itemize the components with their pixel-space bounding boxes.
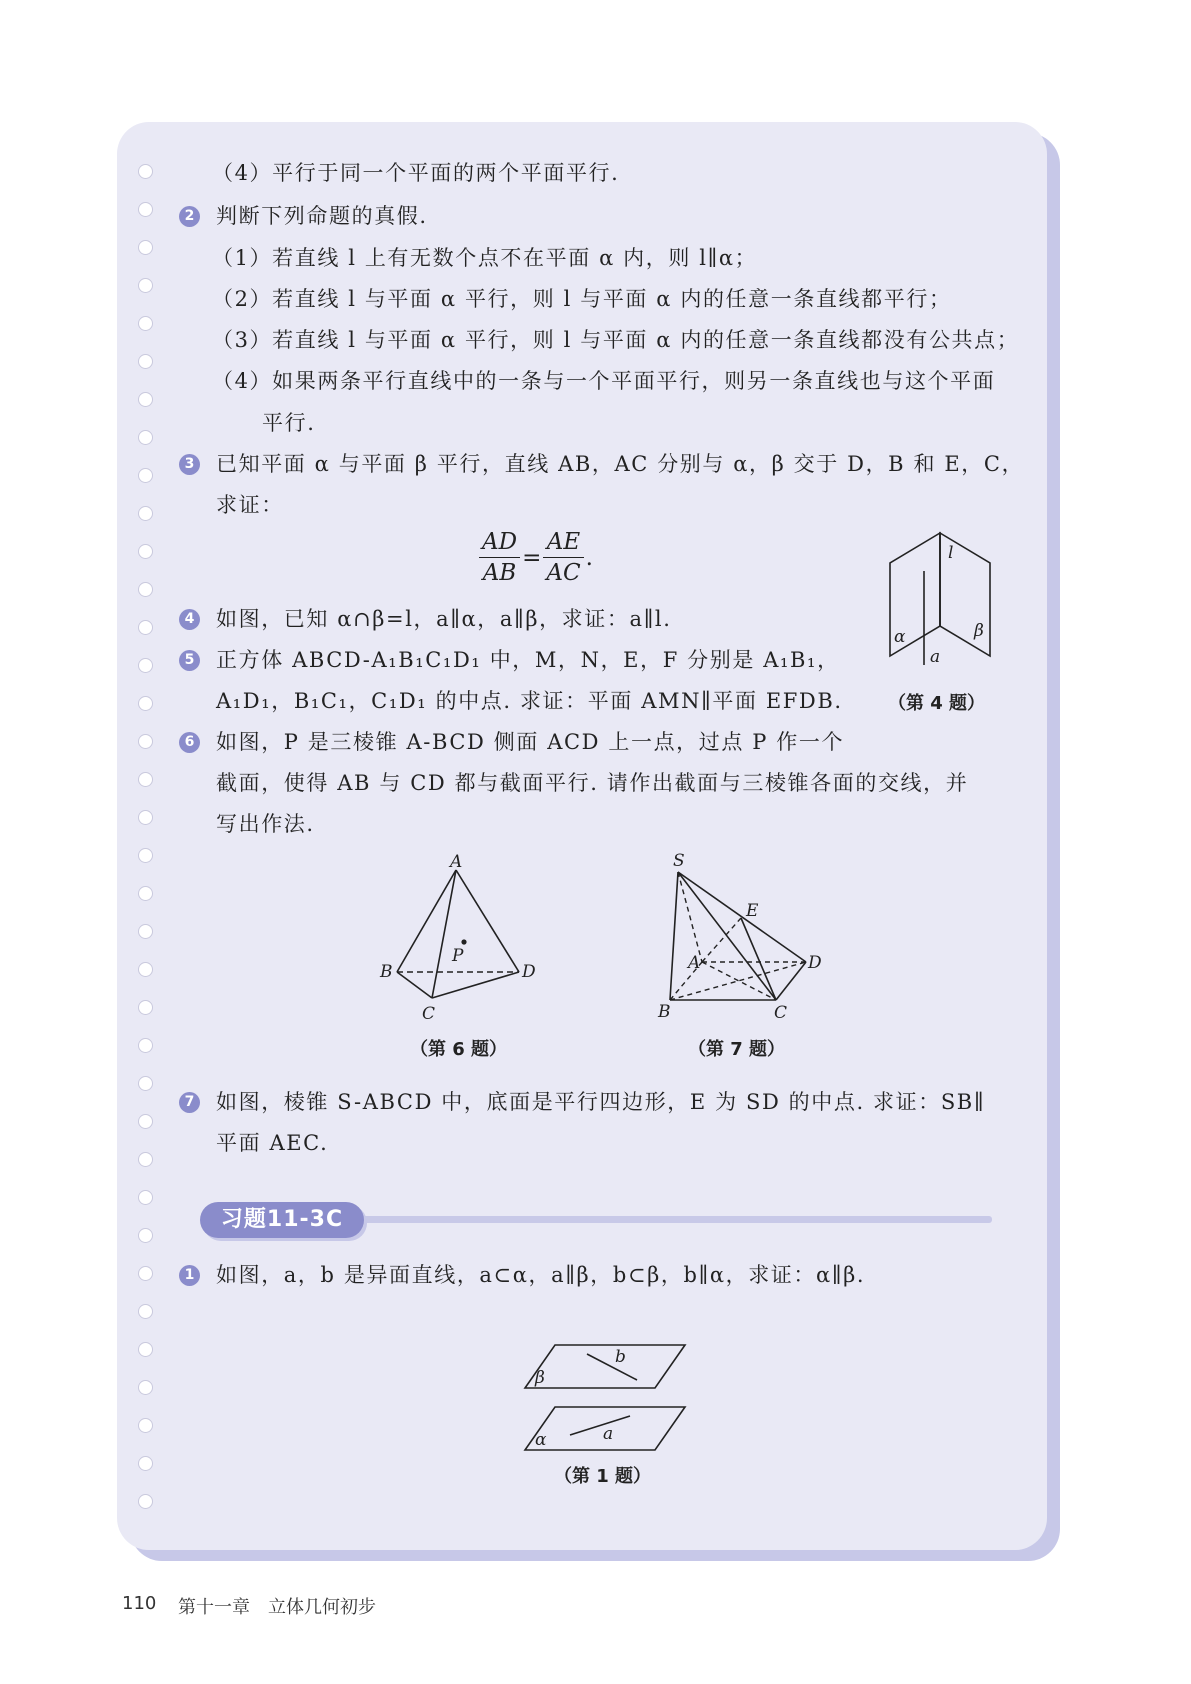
problem-number: 7: [179, 1092, 200, 1113]
text-line: A₁D₁，B₁C₁，C₁D₁ 的中点. 求证：平面 AMN∥平面 EFDB.: [216, 689, 843, 713]
binder-hole: [138, 1114, 153, 1129]
page-number: 110: [122, 1593, 157, 1614]
fig7-label-A: A: [688, 953, 701, 973]
binder-hole: [138, 848, 153, 863]
text-line: 正方体 ABCD-A₁B₁C₁D₁ 中，M，N，E，F 分别是 A₁B₁，: [216, 648, 840, 672]
fig1-label-b: b: [615, 1347, 626, 1367]
binder-hole: [138, 924, 153, 939]
binder-hole: [138, 1266, 153, 1281]
text-line: （2）若直线 l 与平面 α 平行，则 l 与平面 α 内的任意一条直线都平行；: [212, 287, 952, 311]
formula-equals: =: [522, 544, 542, 571]
fig6-label-D: D: [522, 962, 536, 982]
binder-hole: [138, 240, 153, 255]
fig6-label-A: A: [450, 852, 463, 872]
problem-number: 5: [179, 650, 200, 671]
problem-number: 3: [179, 454, 200, 475]
text-line: 截面，使得 AB 与 CD 都与截面平行. 请作出截面与三棱锥各面的交线，并: [216, 771, 969, 795]
fig7-label-D: D: [808, 953, 822, 973]
figure-4: [880, 528, 1000, 668]
fig4-label-beta: β: [974, 621, 984, 641]
binder-hole: [138, 734, 153, 749]
section-title: 习题11-3C: [200, 1202, 364, 1238]
text-line: 如图，棱锥 S-ABCD 中，底面是平行四边形，E 为 SD 的中点. 求证：SB∥: [216, 1090, 986, 1114]
fig6-label-C: C: [422, 1004, 436, 1024]
binder-hole: [138, 392, 153, 407]
binder-hole: [138, 1076, 153, 1091]
text-line: （4）如果两条平行直线中的一条与一个平面平行，则另一条直线也与这个平面: [212, 369, 996, 393]
binder-hole: [138, 886, 153, 901]
formula-numerator: AE: [543, 527, 583, 558]
formula-denominator: AB: [482, 560, 517, 586]
figure-7-caption: （第 7 题）: [688, 1039, 786, 1060]
binder-hole: [138, 582, 153, 597]
binder-hole: [138, 1152, 153, 1167]
problem-number: 1: [179, 1265, 200, 1286]
problem-number: 6: [179, 732, 200, 753]
fig4-label-l: l: [948, 543, 954, 563]
formula-numerator: AD: [479, 527, 520, 558]
binder-hole: [138, 696, 153, 711]
fig4-label-a: a: [930, 647, 941, 667]
fig6-label-P: P: [452, 946, 464, 966]
text-line: 求证：: [216, 493, 284, 517]
binder-hole: [138, 1342, 153, 1357]
fig7-label-S: S: [673, 851, 685, 871]
figure-6-caption: （第 6 题）: [410, 1039, 508, 1060]
text-line: 平行.: [262, 411, 316, 435]
binder-hole: [138, 1038, 153, 1053]
formula: [479, 527, 595, 588]
binder-hole: [138, 962, 153, 977]
fig1-label-beta: β: [535, 1368, 545, 1388]
binder-hole: [138, 468, 153, 483]
binder-hole: [138, 772, 153, 787]
text-line: （4）平行于同一个平面的两个平面平行.: [212, 161, 620, 185]
figure-6: [380, 852, 540, 1025]
binder-hole: [138, 1380, 153, 1395]
formula-denominator: AC: [546, 560, 581, 586]
text-line: 如图，a，b 是异面直线，a⊂α，a∥β，b⊂β，b∥α，求证：α∥β.: [216, 1263, 866, 1287]
binder-hole: [138, 202, 153, 217]
binder-hole: [138, 1000, 153, 1015]
text-line: （1）若直线 l 上有无数个点不在平面 α 内，则 l∥α；: [212, 246, 758, 270]
figure-c1-caption: （第 1 题）: [554, 1466, 652, 1487]
fig6-label-B: B: [380, 962, 393, 982]
fig1-label-a: a: [603, 1424, 614, 1444]
formula-period: .: [585, 544, 593, 571]
binder-hole: [138, 278, 153, 293]
binder-hole: [138, 620, 153, 635]
binder-hole: [138, 810, 153, 825]
binder-hole: [138, 506, 153, 521]
binder-hole: [138, 658, 153, 673]
figure-7: [650, 852, 830, 1027]
binder-hole: [138, 1228, 153, 1243]
text-line: （3）若直线 l 与平面 α 平行，则 l 与平面 α 内的任意一条直线都没有公共点；: [212, 328, 1020, 352]
text-line: 写出作法.: [216, 812, 315, 836]
fig7-label-B: B: [658, 1002, 671, 1022]
problem-number: 2: [179, 206, 200, 227]
binder-hole: [138, 1456, 153, 1471]
figure-4-caption: （第 4 题）: [888, 693, 986, 714]
section-divider: [360, 1216, 992, 1223]
binder-hole: [138, 1418, 153, 1433]
binder-hole: [138, 1494, 153, 1509]
fig7-label-E: E: [746, 901, 759, 921]
fig4-label-alpha: α: [894, 627, 906, 647]
text-line: 平面 AEC.: [216, 1131, 329, 1155]
fig1-label-alpha: α: [535, 1430, 547, 1450]
fig7-label-C: C: [774, 1003, 788, 1023]
binder-hole: [138, 316, 153, 331]
binder-hole: [138, 430, 153, 445]
text-line: 判断下列命题的真假.: [216, 204, 428, 228]
chapter-title: 立体几何初步: [268, 1597, 376, 1618]
binder-hole: [138, 1190, 153, 1205]
problem-number: 4: [179, 609, 200, 630]
text-line: 已知平面 α 与平面 β 平行，直线 AB，AC 分别与 α，β 交于 D，B 和 E，C，: [216, 452, 1025, 476]
binder-hole: [138, 164, 153, 179]
binder-hole: [138, 354, 153, 369]
text-line: 如图，已知 α∩β=l，a∥α，a∥β，求证：a∥l.: [216, 607, 672, 631]
figure-c1: [515, 1340, 695, 1450]
chapter-label: 第十一章: [178, 1597, 250, 1618]
text-line: 如图，P 是三棱锥 A-BCD 侧面 ACD 上一点，过点 P 作一个: [216, 730, 845, 754]
binder-hole: [138, 1304, 153, 1319]
binder-hole: [138, 544, 153, 559]
